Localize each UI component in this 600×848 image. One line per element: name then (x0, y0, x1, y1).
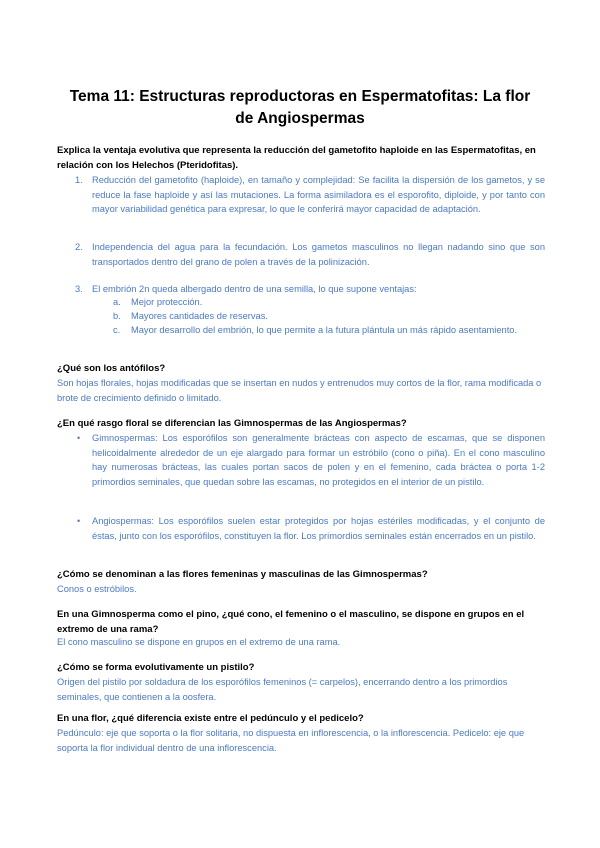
question-7: En una flor, ¿qué diferencia existe entre el pedúnculo y el pedicelo? (57, 713, 364, 724)
sub-text: Mayores cantidades de reservas. (131, 311, 268, 321)
bullet-icon: • (77, 433, 81, 443)
sub-text: Mejor protección. (131, 297, 203, 307)
answer-4: Conos o estróbilos. (57, 584, 137, 594)
question-2: ¿Qué son los antófilos? (57, 363, 166, 374)
sub-letter: a. (113, 297, 121, 307)
bullet-text: Gimnospermas: Los esporófilos son generalmente brácteas con aspecto de escamas, que se disponen helicoidalmente alrededor de un eje alargado para formar un estróbilo (cono o piña). En el cono masculino hay numerosas brácteas, las cuales portan sacos de polen y en el femenino, cada bráctea o porta 1-2 primordios seminales, que quedan sobre las escamas, no protegidos en el interior de un pistilo. (92, 433, 545, 487)
question-5: En una Gimnosperma como el pino, ¿qué cono, el femenino o el masculino, se dispone en grupos en el extremo de una rama? (57, 609, 525, 635)
question-6: ¿Cómo se forma evolutivamente un pistilo? (57, 662, 255, 673)
list-number: 1. (75, 175, 83, 185)
list-text: El embrión 2n queda albergado dentro de una semilla, lo que supone ventajas: (92, 284, 417, 294)
list-text: Reducción del gametofito (haploide), en tamaño y complejidad: Se facilita la dispersión de los gametos, y se reduce la fase haploide y así las mutaciones. La forma asimiladora es el esporofito, diploide, y por tanto con mayor variabilidad genética para expresar, lo que le conferirá mayor capacidad de adaptación. (92, 175, 545, 214)
list-number: 2. (75, 242, 83, 252)
bullet-icon: • (77, 516, 81, 526)
answer-7: Pedúnculo: eje que soporta o la flor solitaria, no dispuesta en inflorescencia, o la inflorescencia. Pedicelo: eje que soporta la flor individual dentro de una inflorescencia. (57, 728, 525, 753)
question-4: ¿Cómo se denominan a las flores femeninas y masculinas de las Gimnospermas? (57, 569, 428, 580)
question-3: ¿En qué rasgo floral se diferencian las Gimnospermas de las Angiospermas? (57, 418, 407, 429)
question-1: Explica la ventaja evolutiva que representa la reducción del gametofito haploide en las Espermatofitas, en relación con los Helechos (Pteridofitas). (57, 145, 536, 171)
sub-letter: c. (113, 325, 121, 335)
bullet-text: Angiospermas: Los esporófilos suelen estar protegidos por hojas estériles modificadas, y el conjunto de éstas, junto con los esporófilos, constituyen la flor. Los primordios seminales están encerrados en un pistilo. (92, 516, 545, 541)
sub-text: Mayor desarrollo del embrión, lo que permite a la futura plántula un más rápido asentamiento. (131, 325, 518, 335)
list-number: 3. (75, 284, 83, 294)
page-title: Tema 11: Estructuras reproductoras en Espermatofitas: La flor de Angiospermas (69, 88, 531, 127)
sub-letter: b. (113, 311, 121, 321)
answer-5: El cono masculino se dispone en grupos en el extremo de una rama. (57, 637, 341, 647)
answer-6: Origen del pistilo por soldadura de los esporófilos femeninos (= carpelos), encerrando dentro a los primordios seminales, que contienen a la oosfera. (57, 677, 508, 702)
answer-2: Son hojas florales, hojas modificadas que se insertan en nudos y entrenudos muy cortos de la flor, rama modificada o brote de crecimiento definido o limitado. (57, 378, 542, 403)
list-text: Independencia del agua para la fecundación. Los gametos masculinos no llegan nadando sino que son transportados dentro del grano de polen a través de la polinización. (92, 242, 545, 267)
